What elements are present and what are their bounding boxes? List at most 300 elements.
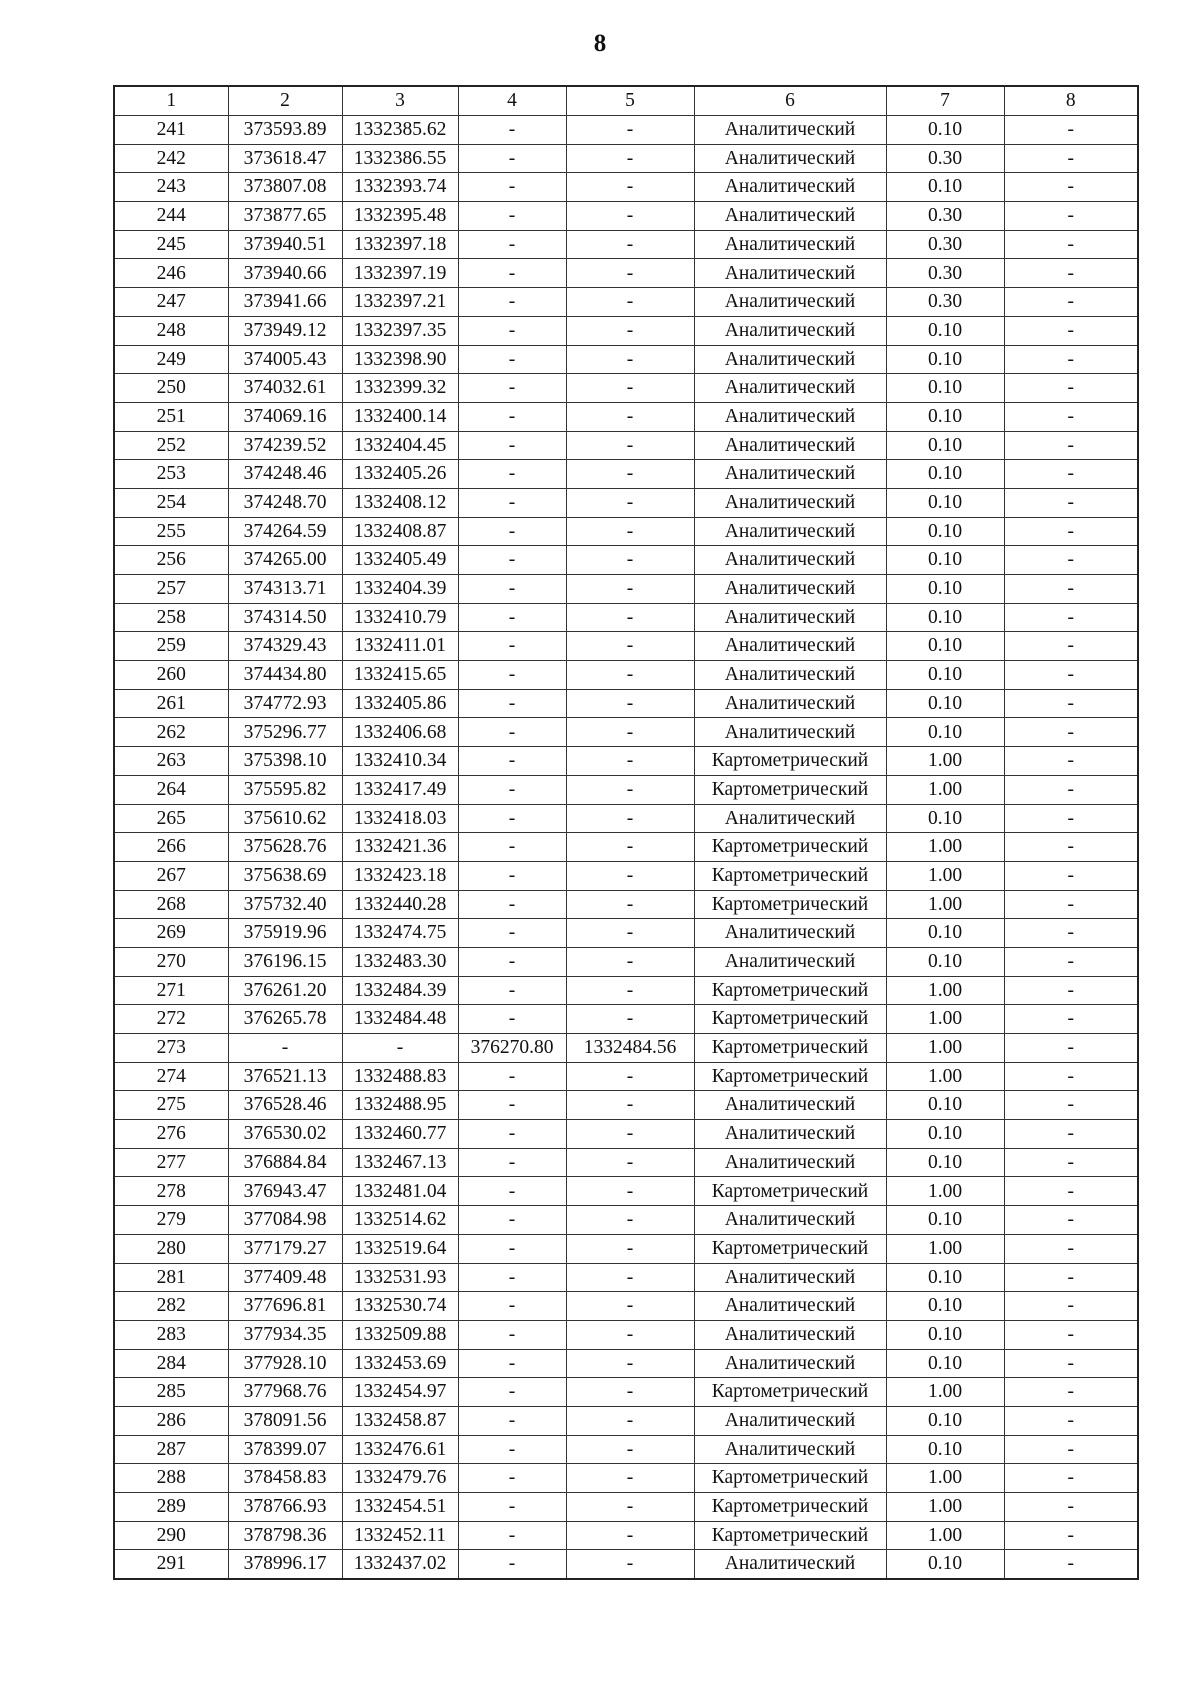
- y-coordinate-alt-cell: -: [566, 1206, 694, 1235]
- accuracy-cell: 0.30: [886, 144, 1004, 173]
- column-header-1: 1: [114, 86, 228, 116]
- y-coordinate-alt-cell: -: [566, 861, 694, 890]
- point-number-cell: 254: [114, 488, 228, 517]
- method-cell: Аналитический: [694, 575, 886, 604]
- description-cell: -: [1004, 1206, 1138, 1235]
- x-coordinate-cell: 374329.43: [228, 632, 342, 661]
- y-coordinate-alt-cell: -: [566, 833, 694, 862]
- table-row: [114, 374, 1138, 403]
- y-coordinate-alt-cell: -: [566, 1091, 694, 1120]
- table-row: [114, 1120, 1138, 1149]
- accuracy-cell: 0.30: [886, 288, 1004, 317]
- method-cell: Аналитический: [694, 1263, 886, 1292]
- x-coordinate-alt-cell: -: [458, 1005, 566, 1034]
- x-coordinate-cell: 375638.69: [228, 861, 342, 890]
- method-cell: Картометрический: [694, 1234, 886, 1263]
- description-cell: -: [1004, 689, 1138, 718]
- description-cell: -: [1004, 316, 1138, 345]
- y-coordinate-cell: 1332399.32: [342, 374, 458, 403]
- x-coordinate-cell: 374313.71: [228, 575, 342, 604]
- point-number-cell: 270: [114, 947, 228, 976]
- point-number-cell: 244: [114, 202, 228, 231]
- x-coordinate-cell: 374069.16: [228, 402, 342, 431]
- y-coordinate-cell: 1332452.11: [342, 1521, 458, 1550]
- method-cell: Аналитический: [694, 546, 886, 575]
- table-row: [114, 861, 1138, 890]
- x-coordinate-alt-cell: -: [458, 1493, 566, 1522]
- description-cell: -: [1004, 1292, 1138, 1321]
- y-coordinate-cell: 1332405.49: [342, 546, 458, 575]
- y-coordinate-cell: 1332410.79: [342, 603, 458, 632]
- x-coordinate-cell: 374265.00: [228, 546, 342, 575]
- y-coordinate-alt-cell: -: [566, 374, 694, 403]
- point-number-cell: 277: [114, 1148, 228, 1177]
- y-coordinate-alt-cell: -: [566, 1177, 694, 1206]
- point-number-cell: 262: [114, 718, 228, 747]
- accuracy-cell: 0.10: [886, 632, 1004, 661]
- table-row: [114, 575, 1138, 604]
- point-number-cell: 272: [114, 1005, 228, 1034]
- point-number-cell: 242: [114, 144, 228, 173]
- x-coordinate-alt-cell: -: [458, 1550, 566, 1579]
- method-cell: Аналитический: [694, 603, 886, 632]
- description-cell: -: [1004, 1550, 1138, 1579]
- table-row: [114, 775, 1138, 804]
- x-coordinate-cell: 375595.82: [228, 775, 342, 804]
- point-number-cell: 267: [114, 861, 228, 890]
- x-coordinate-alt-cell: -: [458, 603, 566, 632]
- x-coordinate-alt-cell: -: [458, 1062, 566, 1091]
- x-coordinate-cell: 375610.62: [228, 804, 342, 833]
- point-number-cell: 276: [114, 1120, 228, 1149]
- point-number-cell: 264: [114, 775, 228, 804]
- y-coordinate-alt-cell: -: [566, 316, 694, 345]
- method-cell: Аналитический: [694, 1435, 886, 1464]
- table-row: [114, 1521, 1138, 1550]
- y-coordinate-cell: 1332440.28: [342, 890, 458, 919]
- y-coordinate-cell: 1332531.93: [342, 1263, 458, 1292]
- point-number-cell: 287: [114, 1435, 228, 1464]
- y-coordinate-alt-cell: -: [566, 919, 694, 948]
- y-coordinate-cell: 1332398.90: [342, 345, 458, 374]
- y-coordinate-alt-cell: -: [566, 575, 694, 604]
- method-cell: Картометрический: [694, 1493, 886, 1522]
- method-cell: Аналитический: [694, 1292, 886, 1321]
- table-row: [114, 345, 1138, 374]
- description-cell: -: [1004, 1521, 1138, 1550]
- accuracy-cell: 0.10: [886, 1550, 1004, 1579]
- accuracy-cell: 0.10: [886, 1435, 1004, 1464]
- description-cell: -: [1004, 144, 1138, 173]
- accuracy-cell: 0.30: [886, 259, 1004, 288]
- accuracy-cell: 0.10: [886, 919, 1004, 948]
- table-row: [114, 747, 1138, 776]
- table-row: [114, 173, 1138, 202]
- accuracy-cell: 1.00: [886, 1464, 1004, 1493]
- description-cell: -: [1004, 1320, 1138, 1349]
- x-coordinate-alt-cell: -: [458, 575, 566, 604]
- point-number-cell: 283: [114, 1320, 228, 1349]
- description-cell: -: [1004, 775, 1138, 804]
- x-coordinate-alt-cell: -: [458, 632, 566, 661]
- description-cell: -: [1004, 288, 1138, 317]
- description-cell: -: [1004, 747, 1138, 776]
- y-coordinate-alt-cell: -: [566, 689, 694, 718]
- x-coordinate-cell: 376521.13: [228, 1062, 342, 1091]
- table-row: [114, 202, 1138, 231]
- y-coordinate-cell: 1332408.87: [342, 517, 458, 546]
- description-cell: -: [1004, 1464, 1138, 1493]
- table-row: [114, 1091, 1138, 1120]
- point-number-cell: 265: [114, 804, 228, 833]
- x-coordinate-alt-cell: -: [458, 1435, 566, 1464]
- y-coordinate-cell: 1332519.64: [342, 1234, 458, 1263]
- y-coordinate-alt-cell: -: [566, 460, 694, 489]
- accuracy-cell: 0.10: [886, 374, 1004, 403]
- accuracy-cell: 0.10: [886, 517, 1004, 546]
- method-cell: Аналитический: [694, 1120, 886, 1149]
- y-coordinate-cell: 1332397.19: [342, 259, 458, 288]
- x-coordinate-alt-cell: -: [458, 1464, 566, 1493]
- x-coordinate-alt-cell: -: [458, 1148, 566, 1177]
- method-cell: Картометрический: [694, 1177, 886, 1206]
- table-row: [114, 1005, 1138, 1034]
- y-coordinate-alt-cell: -: [566, 402, 694, 431]
- x-coordinate-alt-cell: -: [458, 861, 566, 890]
- x-coordinate-cell: 373941.66: [228, 288, 342, 317]
- point-number-cell: 259: [114, 632, 228, 661]
- description-cell: -: [1004, 661, 1138, 690]
- y-coordinate-cell: 1332410.34: [342, 747, 458, 776]
- accuracy-cell: 0.30: [886, 230, 1004, 259]
- table-row: [114, 517, 1138, 546]
- accuracy-cell: 0.10: [886, 431, 1004, 460]
- y-coordinate-cell: 1332415.65: [342, 661, 458, 690]
- x-coordinate-cell: 378091.56: [228, 1406, 342, 1435]
- y-coordinate-alt-cell: -: [566, 775, 694, 804]
- y-coordinate-cell: 1332454.97: [342, 1378, 458, 1407]
- x-coordinate-alt-cell: -: [458, 661, 566, 690]
- point-number-cell: 285: [114, 1378, 228, 1407]
- accuracy-cell: 1.00: [886, 1062, 1004, 1091]
- x-coordinate-cell: 373593.89: [228, 116, 342, 145]
- x-coordinate-cell: 377084.98: [228, 1206, 342, 1235]
- point-number-cell: 289: [114, 1493, 228, 1522]
- table-row: [114, 460, 1138, 489]
- description-cell: -: [1004, 1234, 1138, 1263]
- accuracy-cell: 0.10: [886, 947, 1004, 976]
- method-cell: Картометрический: [694, 747, 886, 776]
- x-coordinate-alt-cell: -: [458, 775, 566, 804]
- description-cell: -: [1004, 976, 1138, 1005]
- table-row: [114, 1378, 1138, 1407]
- y-coordinate-cell: 1332437.02: [342, 1550, 458, 1579]
- point-number-cell: 260: [114, 661, 228, 690]
- method-cell: Аналитический: [694, 402, 886, 431]
- x-coordinate-cell: 378399.07: [228, 1435, 342, 1464]
- table-row: [114, 833, 1138, 862]
- description-cell: -: [1004, 1406, 1138, 1435]
- method-cell: Картометрический: [694, 1062, 886, 1091]
- x-coordinate-alt-cell: -: [458, 116, 566, 145]
- x-coordinate-cell: 374248.70: [228, 488, 342, 517]
- method-cell: Аналитический: [694, 173, 886, 202]
- x-coordinate-alt-cell: -: [458, 890, 566, 919]
- x-coordinate-alt-cell: -: [458, 345, 566, 374]
- y-coordinate-alt-cell: 1332484.56: [566, 1034, 694, 1063]
- y-coordinate-alt-cell: -: [566, 288, 694, 317]
- column-header-2: 2: [228, 86, 342, 116]
- point-number-cell: 288: [114, 1464, 228, 1493]
- y-coordinate-alt-cell: -: [566, 230, 694, 259]
- y-coordinate-alt-cell: -: [566, 546, 694, 575]
- x-coordinate-alt-cell: -: [458, 173, 566, 202]
- column-header-3: 3: [342, 86, 458, 116]
- point-number-cell: 271: [114, 976, 228, 1005]
- x-coordinate-alt-cell: -: [458, 488, 566, 517]
- x-coordinate-alt-cell: -: [458, 947, 566, 976]
- description-cell: -: [1004, 833, 1138, 862]
- method-cell: Аналитический: [694, 1320, 886, 1349]
- x-coordinate-alt-cell: -: [458, 1406, 566, 1435]
- y-coordinate-cell: 1332411.01: [342, 632, 458, 661]
- y-coordinate-cell: 1332417.49: [342, 775, 458, 804]
- table-row: [114, 1464, 1138, 1493]
- x-coordinate-alt-cell: -: [458, 402, 566, 431]
- description-cell: -: [1004, 919, 1138, 948]
- y-coordinate-alt-cell: -: [566, 947, 694, 976]
- x-coordinate-alt-cell: -: [458, 288, 566, 317]
- y-coordinate-cell: 1332481.04: [342, 1177, 458, 1206]
- method-cell: Аналитический: [694, 1349, 886, 1378]
- x-coordinate-cell: 375296.77: [228, 718, 342, 747]
- point-number-cell: 258: [114, 603, 228, 632]
- accuracy-cell: 0.10: [886, 804, 1004, 833]
- x-coordinate-cell: 374314.50: [228, 603, 342, 632]
- table-row: [114, 1263, 1138, 1292]
- x-coordinate-cell: 377968.76: [228, 1378, 342, 1407]
- x-coordinate-alt-cell: -: [458, 1177, 566, 1206]
- description-cell: -: [1004, 431, 1138, 460]
- point-number-cell: 249: [114, 345, 228, 374]
- table-row: [114, 431, 1138, 460]
- y-coordinate-alt-cell: -: [566, 1550, 694, 1579]
- method-cell: Аналитический: [694, 116, 886, 145]
- accuracy-cell: 0.10: [886, 1091, 1004, 1120]
- description-cell: -: [1004, 402, 1138, 431]
- x-coordinate-alt-cell: -: [458, 1521, 566, 1550]
- description-cell: -: [1004, 374, 1138, 403]
- y-coordinate-cell: 1332397.18: [342, 230, 458, 259]
- y-coordinate-alt-cell: -: [566, 1148, 694, 1177]
- y-coordinate-cell: 1332404.39: [342, 575, 458, 604]
- description-cell: -: [1004, 890, 1138, 919]
- y-coordinate-cell: 1332423.18: [342, 861, 458, 890]
- x-coordinate-cell: 376261.20: [228, 976, 342, 1005]
- x-coordinate-cell: 378458.83: [228, 1464, 342, 1493]
- method-cell: Аналитический: [694, 316, 886, 345]
- point-number-cell: 261: [114, 689, 228, 718]
- description-cell: -: [1004, 1349, 1138, 1378]
- point-number-cell: 278: [114, 1177, 228, 1206]
- point-number-cell: 250: [114, 374, 228, 403]
- description-cell: -: [1004, 345, 1138, 374]
- y-coordinate-alt-cell: -: [566, 1493, 694, 1522]
- y-coordinate-alt-cell: -: [566, 890, 694, 919]
- x-coordinate-cell: 374032.61: [228, 374, 342, 403]
- method-cell: Картометрический: [694, 1034, 886, 1063]
- x-coordinate-alt-cell: -: [458, 1091, 566, 1120]
- y-coordinate-cell: -: [342, 1034, 458, 1063]
- table-row: [114, 718, 1138, 747]
- table-row: [114, 1292, 1138, 1321]
- table-row: [114, 1550, 1138, 1579]
- x-coordinate-cell: 374264.59: [228, 517, 342, 546]
- point-number-cell: 246: [114, 259, 228, 288]
- point-number-cell: 243: [114, 173, 228, 202]
- table-row: [114, 1349, 1138, 1378]
- y-coordinate-cell: 1332397.21: [342, 288, 458, 317]
- table-row: [114, 116, 1138, 145]
- description-cell: -: [1004, 804, 1138, 833]
- y-coordinate-cell: 1332405.86: [342, 689, 458, 718]
- y-coordinate-cell: 1332458.87: [342, 1406, 458, 1435]
- y-coordinate-cell: 1332530.74: [342, 1292, 458, 1321]
- point-number-cell: 248: [114, 316, 228, 345]
- table-row: [114, 632, 1138, 661]
- point-number-cell: 281: [114, 1263, 228, 1292]
- method-cell: Картометрический: [694, 833, 886, 862]
- x-coordinate-alt-cell: -: [458, 460, 566, 489]
- accuracy-cell: 0.30: [886, 202, 1004, 231]
- table-row: [114, 947, 1138, 976]
- description-cell: -: [1004, 947, 1138, 976]
- table-row: [114, 230, 1138, 259]
- description-cell: -: [1004, 1263, 1138, 1292]
- y-coordinate-cell: 1332421.36: [342, 833, 458, 862]
- method-cell: Картометрический: [694, 1005, 886, 1034]
- accuracy-cell: 1.00: [886, 861, 1004, 890]
- point-number-cell: 284: [114, 1349, 228, 1378]
- description-cell: -: [1004, 202, 1138, 231]
- point-number-cell: 275: [114, 1091, 228, 1120]
- x-coordinate-cell: 376528.46: [228, 1091, 342, 1120]
- y-coordinate-cell: 1332386.55: [342, 144, 458, 173]
- description-cell: -: [1004, 1177, 1138, 1206]
- accuracy-cell: 0.10: [886, 1120, 1004, 1149]
- accuracy-cell: 0.10: [886, 1263, 1004, 1292]
- method-cell: Аналитический: [694, 144, 886, 173]
- y-coordinate-cell: 1332453.69: [342, 1349, 458, 1378]
- y-coordinate-alt-cell: -: [566, 1120, 694, 1149]
- point-number-cell: 247: [114, 288, 228, 317]
- y-coordinate-cell: 1332418.03: [342, 804, 458, 833]
- x-coordinate-cell: 374434.80: [228, 661, 342, 690]
- x-coordinate-alt-cell: -: [458, 431, 566, 460]
- x-coordinate-alt-cell: -: [458, 1320, 566, 1349]
- y-coordinate-alt-cell: -: [566, 1263, 694, 1292]
- point-number-cell: 257: [114, 575, 228, 604]
- accuracy-cell: 0.10: [886, 402, 1004, 431]
- point-number-cell: 274: [114, 1062, 228, 1091]
- x-coordinate-alt-cell: -: [458, 259, 566, 288]
- x-coordinate-cell: 374005.43: [228, 345, 342, 374]
- table-row: [114, 316, 1138, 345]
- y-coordinate-alt-cell: -: [566, 1378, 694, 1407]
- x-coordinate-alt-cell: -: [458, 546, 566, 575]
- y-coordinate-cell: 1332484.39: [342, 976, 458, 1005]
- x-coordinate-cell: 377409.48: [228, 1263, 342, 1292]
- accuracy-cell: 0.10: [886, 1292, 1004, 1321]
- y-coordinate-cell: 1332406.68: [342, 718, 458, 747]
- method-cell: Аналитический: [694, 804, 886, 833]
- description-cell: -: [1004, 116, 1138, 145]
- accuracy-cell: 0.10: [886, 603, 1004, 632]
- x-coordinate-alt-cell: -: [458, 1206, 566, 1235]
- y-coordinate-cell: 1332460.77: [342, 1120, 458, 1149]
- table-row: [114, 1320, 1138, 1349]
- x-coordinate-alt-cell: -: [458, 1349, 566, 1378]
- x-coordinate-cell: 373807.08: [228, 173, 342, 202]
- method-cell: Аналитический: [694, 1091, 886, 1120]
- y-coordinate-cell: 1332509.88: [342, 1320, 458, 1349]
- x-coordinate-alt-cell: -: [458, 833, 566, 862]
- x-coordinate-cell: 374772.93: [228, 689, 342, 718]
- point-number-cell: 245: [114, 230, 228, 259]
- method-cell: Аналитический: [694, 345, 886, 374]
- y-coordinate-alt-cell: -: [566, 116, 694, 145]
- y-coordinate-cell: 1332484.48: [342, 1005, 458, 1034]
- table-row: [114, 488, 1138, 517]
- x-coordinate-alt-cell: -: [458, 1120, 566, 1149]
- description-cell: -: [1004, 632, 1138, 661]
- accuracy-cell: 0.10: [886, 1349, 1004, 1378]
- y-coordinate-alt-cell: -: [566, 747, 694, 776]
- method-cell: Аналитический: [694, 259, 886, 288]
- accuracy-cell: 0.10: [886, 316, 1004, 345]
- accuracy-cell: 0.10: [886, 173, 1004, 202]
- table-row: [114, 1177, 1138, 1206]
- x-coordinate-alt-cell: 376270.80: [458, 1034, 566, 1063]
- description-cell: -: [1004, 1091, 1138, 1120]
- x-coordinate-cell: 375919.96: [228, 919, 342, 948]
- y-coordinate-alt-cell: -: [566, 259, 694, 288]
- y-coordinate-alt-cell: -: [566, 488, 694, 517]
- point-number-cell: 279: [114, 1206, 228, 1235]
- accuracy-cell: 0.10: [886, 1320, 1004, 1349]
- accuracy-cell: 0.10: [886, 488, 1004, 517]
- y-coordinate-cell: 1332395.48: [342, 202, 458, 231]
- y-coordinate-alt-cell: -: [566, 173, 694, 202]
- y-coordinate-alt-cell: -: [566, 718, 694, 747]
- table-row: [114, 1062, 1138, 1091]
- x-coordinate-alt-cell: -: [458, 316, 566, 345]
- point-number-cell: 282: [114, 1292, 228, 1321]
- accuracy-cell: 0.10: [886, 575, 1004, 604]
- description-cell: -: [1004, 1493, 1138, 1522]
- accuracy-cell: 0.10: [886, 689, 1004, 718]
- accuracy-cell: 0.10: [886, 718, 1004, 747]
- accuracy-cell: 0.10: [886, 1206, 1004, 1235]
- x-coordinate-cell: 376943.47: [228, 1177, 342, 1206]
- y-coordinate-cell: 1332454.51: [342, 1493, 458, 1522]
- x-coordinate-cell: 378996.17: [228, 1550, 342, 1579]
- y-coordinate-cell: 1332397.35: [342, 316, 458, 345]
- point-number-cell: 273: [114, 1034, 228, 1063]
- point-number-cell: 255: [114, 517, 228, 546]
- description-cell: -: [1004, 546, 1138, 575]
- x-coordinate-cell: 373940.66: [228, 259, 342, 288]
